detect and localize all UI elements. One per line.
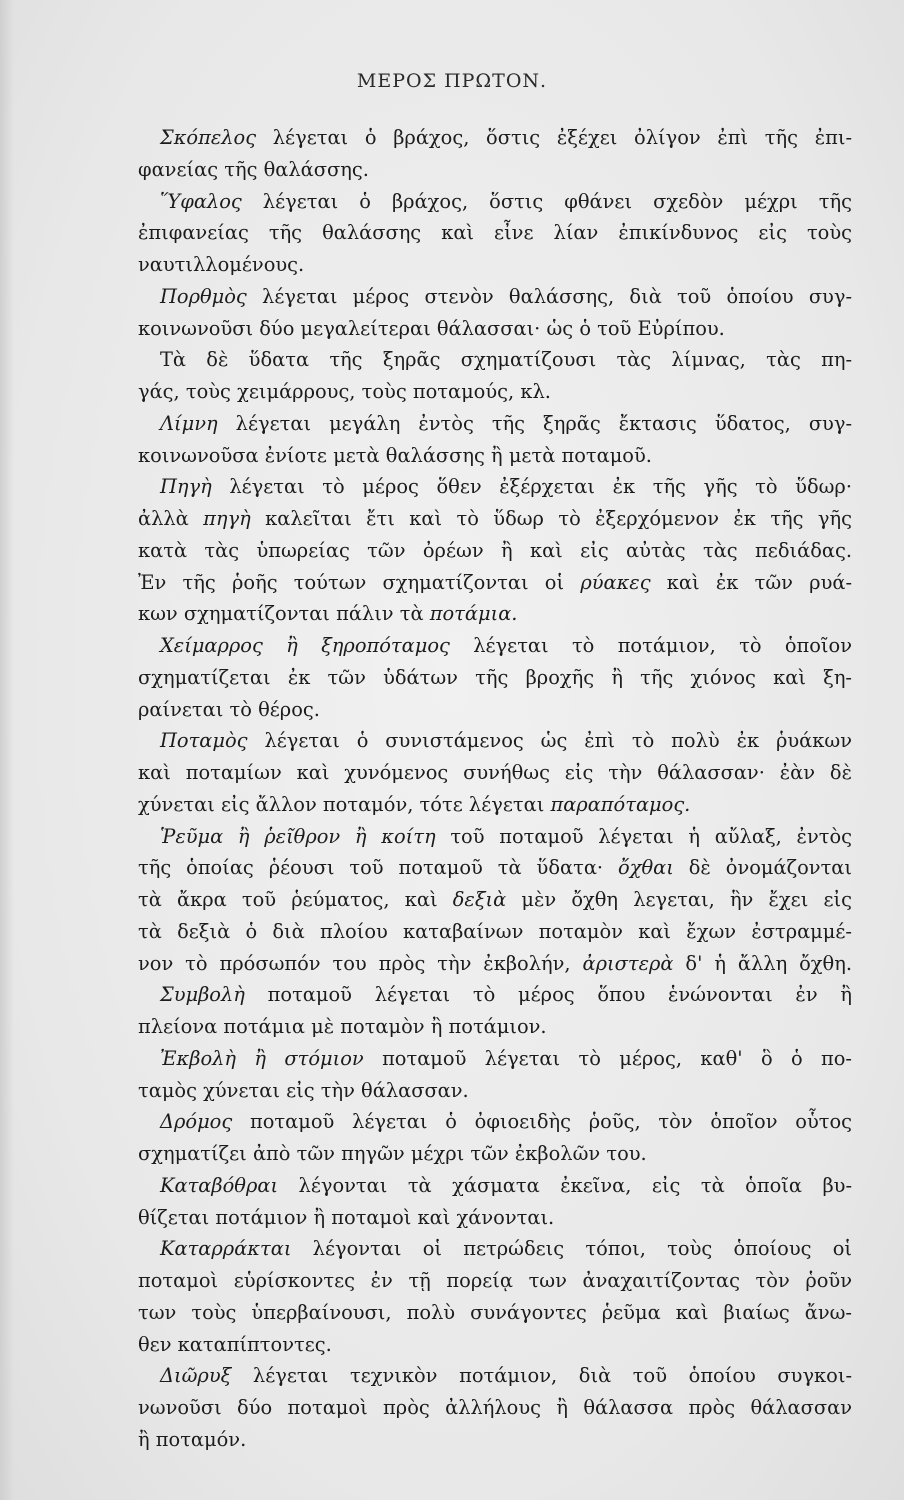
text-line bbox=[138, 408, 852, 440]
text-segment: θίζεται ποτάμιον ἢ ποταμοὶ καὶ χάνονται. bbox=[138, 1205, 555, 1229]
text-segment: νον τὸ πρόσωπόν του πρὸς τὴν ἐκβολήν, bbox=[138, 951, 583, 975]
text-segment: χύνεται εἰς ἄλλον ποταμόν, τότε λέγεται bbox=[138, 792, 551, 816]
text-segment: λέγεται μέρος στενὸν θαλάσσης, διὰ τοῦ ὁποίου συγ- bbox=[246, 284, 852, 308]
text-segment: Τὰ δὲ ὕδατα τῆς ξηρᾶς σχηματίζουσι τὰς λίμνας, τὰς πη- bbox=[160, 348, 852, 372]
text-segment: ποταμοῦ λέγεται ὁ ὀφιοειδὴς ῥοῦς, τὸν ὁποῖον οὗτος bbox=[232, 1110, 852, 1134]
text-segment: λέγονται οἱ πετρώδεις τόποι, τοὺς ὁποίους οἱ bbox=[291, 1237, 852, 1261]
defined-term: Συμβολὴ bbox=[160, 983, 245, 1007]
text-segment: σχηματίζει ἀπὸ τῶν πηγῶν μέχρι τῶν ἐκβολῶν του. bbox=[138, 1142, 647, 1165]
text-line bbox=[138, 1170, 852, 1202]
text-line bbox=[138, 313, 852, 345]
text-segment: μὲν ὄχθη λεγεται, ἣν ἔχει εἰς bbox=[506, 888, 852, 911]
defined-term: ρύακες bbox=[580, 570, 651, 594]
text-segment: ἀλλὰ bbox=[138, 507, 204, 530]
defined-term: Καταβόθραι bbox=[160, 1173, 279, 1197]
defined-term: ἀριστερὰ bbox=[582, 951, 674, 975]
defined-term: Καταρράκται bbox=[160, 1237, 292, 1261]
text-segment: τὰ ἄκρα τοῦ ῥεύματος, καὶ bbox=[138, 888, 453, 911]
text-segment: φανείας τῆς θαλάσσης. bbox=[138, 157, 369, 181]
defined-term: παραπόταμος. bbox=[550, 792, 691, 816]
text-line bbox=[138, 1233, 852, 1265]
defined-term: Ποταμὸς bbox=[160, 729, 248, 753]
defined-term: Δρόμος bbox=[160, 1110, 233, 1134]
text-segment: κοινωνοῦσα ἐνίοτε μετὰ θαλάσσης ἢ μετὰ ποταμοῦ. bbox=[138, 443, 652, 467]
text-segment: τοῦ ποταμοῦ λέγεται ἡ αὔλαξ, ἐντὸς bbox=[435, 824, 852, 848]
text-segment: λέγεται ὁ συνιστάμενος ὡς ἐπὶ τὸ πολὺ ἐκ ῥυάκων bbox=[247, 729, 852, 753]
text-line bbox=[138, 789, 852, 821]
text-line bbox=[138, 440, 852, 472]
text-segment: καλεῖται ἔτι καὶ τὸ ὕδωρ τὸ ἐξερχόμενον ἐκ τῆς γῆς bbox=[250, 507, 852, 530]
text-segment: δ' ἡ ἄλλη ὄχθη. bbox=[673, 951, 852, 975]
text-line bbox=[138, 1265, 852, 1297]
text-line bbox=[138, 186, 852, 218]
defined-term: Διῶρυξ bbox=[160, 1364, 232, 1388]
text-line bbox=[138, 662, 852, 694]
text-line bbox=[138, 979, 852, 1011]
text-line bbox=[138, 535, 852, 567]
text-line bbox=[138, 1138, 852, 1170]
text-line bbox=[138, 281, 852, 313]
text-line bbox=[138, 567, 852, 599]
text-line bbox=[138, 376, 852, 408]
text-segment: τὰ δεξιὰ ὁ διὰ πλοίου καταβαίνων ποταμὸν καὶ ἔχων ἐστραμμέ- bbox=[138, 919, 852, 943]
text-segment: θεν καταπίπτοντες. bbox=[138, 1332, 332, 1356]
text-segment: λέγεται μεγάλη ἐντὸς τῆς ξηρᾶς ἔκτασις ὕδατος, συγ- bbox=[217, 411, 852, 435]
text-line bbox=[138, 1202, 852, 1234]
defined-term: ὄχθαι bbox=[618, 856, 674, 880]
text-segment: Ἐν τῆς ῥοῆς τούτων σχηματίζονται οἱ bbox=[138, 570, 581, 594]
text-line bbox=[138, 852, 852, 884]
text-line bbox=[138, 1043, 852, 1075]
text-segment: ποταμοῦ λέγεται τὸ μέρος ὅπου ἑνώνονται ἐν ἢ bbox=[244, 983, 852, 1007]
defined-term: δεξιὰ bbox=[452, 888, 507, 911]
defined-term: Πηγὴ bbox=[160, 475, 212, 499]
page-body bbox=[138, 122, 852, 1456]
defined-term: πηγὴ bbox=[203, 507, 251, 530]
defined-term: Ῥεῦμα ἢ ῥεῖθρον ἢ κοίτη bbox=[160, 824, 436, 848]
text-line bbox=[138, 249, 852, 281]
text-line bbox=[138, 598, 852, 630]
text-segment: ἐπιφανείας τῆς θαλάσσης καὶ εἶνε λίαν ἐπικίνδυνος εἰς τοὺς bbox=[138, 221, 852, 245]
defined-term: Σκόπελος bbox=[160, 126, 257, 149]
text-line bbox=[138, 1424, 852, 1456]
text-line bbox=[138, 948, 852, 980]
text-segment: νωνοῦσι δύο ποταμοὶ πρὸς ἀλλήλους ἢ θάλασσα πρὸς θάλασσαν bbox=[138, 1396, 852, 1419]
text-segment: λέγεται τὸ μέρος ὅθεν ἐξέρχεται ἐκ τῆς γῆς τὸ ὕδωρ· bbox=[211, 475, 852, 499]
text-line bbox=[138, 471, 852, 503]
text-line bbox=[138, 916, 852, 948]
text-line bbox=[138, 122, 852, 154]
defined-term: Χείμαρρος ἢ ξηροπόταμος bbox=[160, 634, 450, 657]
text-line bbox=[138, 1329, 852, 1361]
defined-term: Ἐκβολὴ ἢ στόμιον bbox=[160, 1046, 364, 1070]
text-line bbox=[138, 725, 852, 757]
defined-term: Πορθμὸς bbox=[160, 284, 247, 308]
text-segment: λέγεται ὁ βράχος, ὅστις ἐξέχει ὀλίγον ἐπὶ τῆς ἐπι- bbox=[256, 126, 852, 149]
text-segment: ταμὸς χύνεται εἰς τὴν θάλασσαν. bbox=[138, 1078, 469, 1102]
text-line bbox=[138, 154, 852, 186]
text-line bbox=[138, 1360, 852, 1392]
text-segment: δὲ ὀνομάζονται bbox=[673, 856, 852, 880]
text-segment: ναυτιλλομένους. bbox=[138, 253, 305, 276]
text-line bbox=[138, 1075, 852, 1107]
text-segment: καὶ ποταμίων καὶ χυνόμενος συνήθως εἰς τὴν θάλασσαν· ἐὰν δὲ bbox=[138, 761, 852, 784]
text-line bbox=[138, 1392, 852, 1424]
defined-term: Ὕφαλος bbox=[160, 189, 242, 213]
text-segment: ποταμοῦ λέγεται τὸ μέρος, καθ' ὃ ὁ πο- bbox=[363, 1046, 852, 1070]
text-segment: καὶ ἐκ τῶν ρυά- bbox=[650, 570, 853, 594]
text-line bbox=[138, 821, 852, 853]
text-line bbox=[138, 694, 852, 726]
text-segment: λέγεται τὸ ποτάμιον, τὸ ὁποῖον bbox=[449, 634, 852, 657]
text-segment: τῆς ὁποίας ῥέουσι τοῦ ποταμοῦ τὰ ὕδατα· bbox=[138, 856, 619, 880]
text-segment: λέγεται τεχνικὸν ποτάμιον, διὰ τοῦ ὁποίου συγκοι- bbox=[231, 1364, 852, 1388]
text-segment: λέγεται ὁ βράχος, ὅστις φθάνει σχεδὸν μέχρι τῆς bbox=[241, 189, 852, 213]
text-line bbox=[138, 503, 852, 535]
text-segment: γάς, τοὺς χειμάρρους, τοὺς ποταμούς, κλ. bbox=[138, 380, 551, 403]
page-header: ΜΕΡΟΣ ΠΡΩΤΟΝ. bbox=[356, 70, 548, 92]
page-spine-shadow bbox=[0, 0, 14, 1500]
text-segment: ποταμοὶ εὑρίσκοντες ἐν τῇ πορείᾳ των ἀναχαιτίζοντας τὸν ῥοῦν bbox=[138, 1269, 852, 1292]
text-line bbox=[138, 344, 852, 376]
text-line bbox=[138, 1106, 852, 1138]
defined-term: ποτάμια. bbox=[429, 602, 518, 626]
text-segment: κων σχηματίζονται πάλιν τὰ bbox=[138, 602, 430, 626]
text-line bbox=[138, 757, 852, 789]
text-line bbox=[138, 1297, 852, 1329]
text-line bbox=[138, 884, 852, 916]
defined-term: Λίμνη bbox=[160, 411, 218, 435]
text-segment: ἢ ποταμόν. bbox=[138, 1427, 247, 1451]
text-line bbox=[138, 630, 852, 662]
text-line bbox=[138, 1011, 852, 1043]
text-segment: των τοὺς ὑπερβαίνουσι, πολὺ συνάγοντες ῥεῦμα καὶ βιαίως ἄνω- bbox=[138, 1300, 852, 1324]
text-segment: κατὰ τὰς ὑπωρείας τῶν ὀρέων ἢ καὶ εἰς αὐτὰς τὰς πεδιάδας. bbox=[138, 538, 852, 562]
text-segment: σχηματίζεται ἐκ τῶν ὑδάτων τῆς βροχῆς ἢ τῆς χιόνος καὶ ξη- bbox=[138, 665, 852, 689]
text-segment: κοινωνοῦσι δύο μεγαλείτεραι θάλασσαι· ὡς ὁ τοῦ Εὐρίπου. bbox=[138, 316, 725, 340]
text-segment: ραίνεται τὸ θέρος. bbox=[138, 697, 320, 721]
text-segment: πλείονα ποτάμια μὲ ποταμὸν ἢ ποτάμιον. bbox=[138, 1015, 547, 1038]
text-line bbox=[138, 217, 852, 249]
text-segment: λέγονται τὰ χάσματα ἐκεῖνα, εἰς τὰ ὁποῖα βυ- bbox=[278, 1173, 852, 1197]
